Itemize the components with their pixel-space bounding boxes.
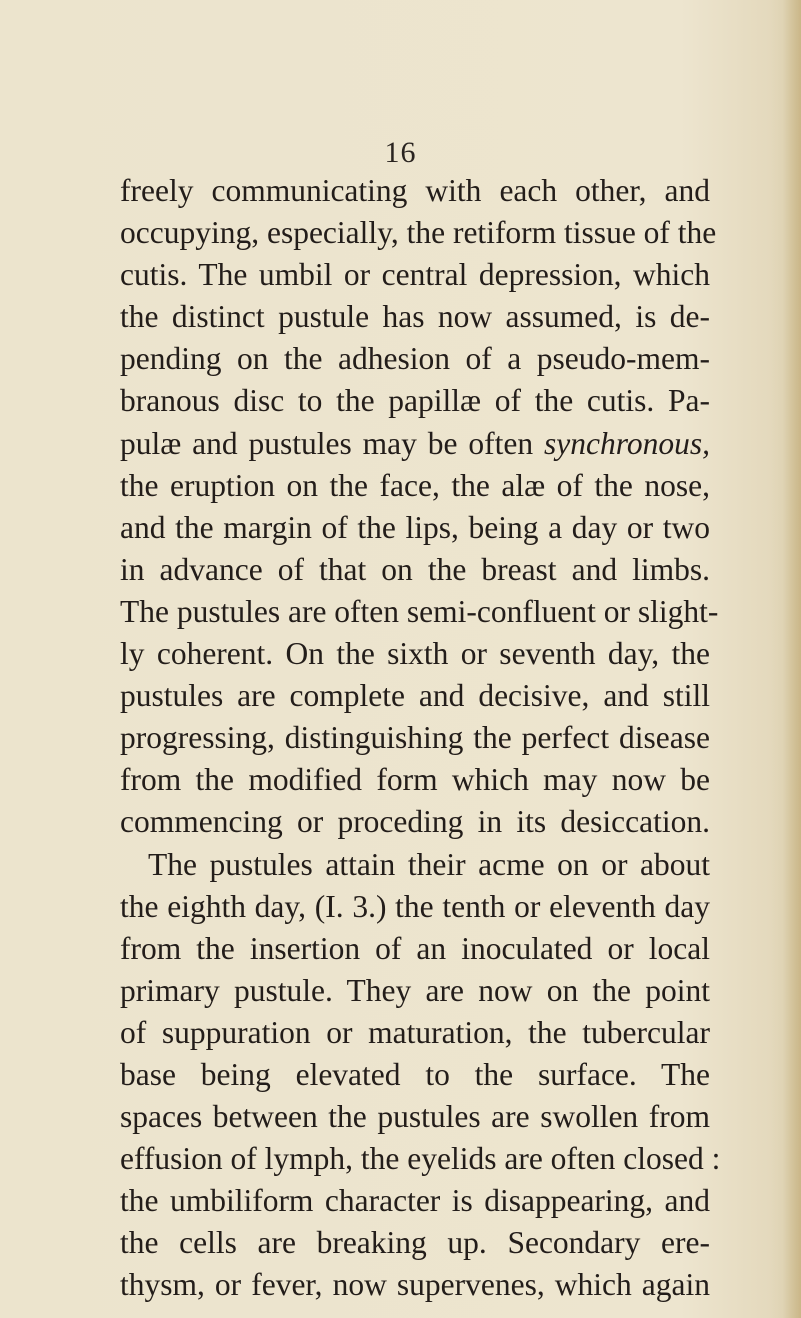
text-line: pending on the adhesion of a pseudo-mem- <box>120 341 710 377</box>
paragraph-start-line: The pustules attain their acme on or about <box>148 846 710 882</box>
text-line: spaces between the pustules are swollen from <box>120 1099 710 1135</box>
page-number: 16 <box>384 136 417 169</box>
text-line: and the margin of the lips, being a day or two <box>120 509 710 545</box>
text-line: the distinct pustule has now assumed, is de- <box>120 299 710 335</box>
text-line: the eruption on the face, the alæ of the nose, <box>120 467 710 503</box>
text-line: the umbiliform character is disappearing, and <box>120 1183 710 1219</box>
text-line: the eighth day, (I. 3.) the tenth or eleventh day <box>120 888 710 924</box>
text-line: branous disc to the papillæ of the cutis. Pa- <box>120 383 710 419</box>
text-line: effusion of lymph, the eyelids are often closed : <box>120 1141 721 1177</box>
text-line: cutis. The umbil or central depression, which <box>120 257 710 293</box>
text-line: primary pustule. They are now on the point <box>120 972 710 1008</box>
italic-word: synchronous, <box>544 425 710 461</box>
text-segment: pulæ and pustules may be often <box>120 425 545 461</box>
text-line: the cells are breaking up. Secondary ere- <box>120 1225 710 1261</box>
text-line: freely communicating with each other, and <box>120 173 710 208</box>
text-line: pustules are complete and decisive, and still <box>120 678 710 714</box>
text-line: from the insertion of an inoculated or local <box>120 930 710 966</box>
text-line: in advance of that on the breast and limbs. <box>120 551 710 587</box>
text-line-with-italic <box>120 423 710 465</box>
text-line: from the modified form which may now be <box>120 762 710 798</box>
text-line: The pustules are often semi-confluent or slight- <box>120 593 719 629</box>
text-line: ly coherent. On the sixth or seventh day, the <box>120 636 710 672</box>
page-edge-shadow <box>783 0 801 1318</box>
text-line: commencing or proceding in its desiccation. <box>120 804 710 840</box>
text-line: occupying, especially, the retiform tissue of the <box>120 215 717 251</box>
text-line: base being elevated to the surface. The <box>120 1056 710 1092</box>
body-text <box>120 170 721 1307</box>
text-line: thysm, or fever, now supervenes, which again <box>120 1267 710 1303</box>
text-line: progressing, distinguishing the perfect disease <box>120 720 710 756</box>
text-line: of suppuration or maturation, the tubercular <box>120 1014 710 1050</box>
